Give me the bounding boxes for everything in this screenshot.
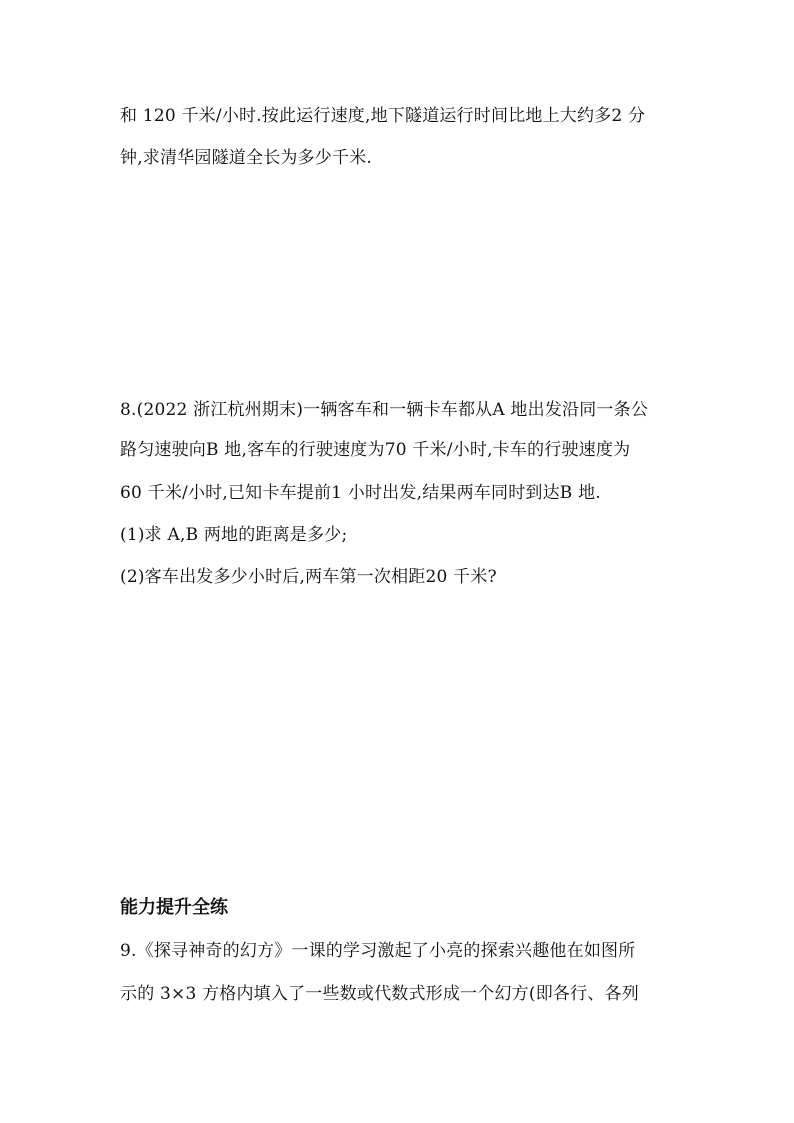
q8-text-line-3: 60 千米/小时,已知卡车提前1 小时出发,结果两车同时到达B 地.: [120, 483, 601, 503]
q8-subquestion-1: (1)求 A,B 两地的距离是多少;: [120, 525, 348, 545]
section-heading: 能力提升全练: [120, 897, 228, 918]
q8-text-line-2: 路匀速驶向B 地,客车的行驶速度为70 千米/小时,卡车的行驶速度为: [120, 440, 631, 460]
q9-text-line-2: 示的 3×3 方格内填入了一些数或代数式形成一个幻方(即各行、各列: [120, 984, 639, 1004]
q8-subquestion-2: (2)客车出发多少小时后,两车第一次相距20 千米?: [120, 567, 497, 587]
q8-text-line-1: 8.(2022 浙江杭州期末)一辆客车和一辆卡车都从A 地出发沿同一条公: [120, 400, 649, 420]
q7-text-line-1: 和 120 千米/小时.按此运行速度,地下隧道运行时间比地上大约多2 分: [120, 106, 646, 126]
q9-text-line-1: 9.《探寻神奇的幻方》一课的学习激起了小亮的探索兴趣他在如图所: [120, 941, 636, 961]
q7-text-line-2: 钟,求清华园隧道全长为多少千米.: [120, 148, 373, 168]
